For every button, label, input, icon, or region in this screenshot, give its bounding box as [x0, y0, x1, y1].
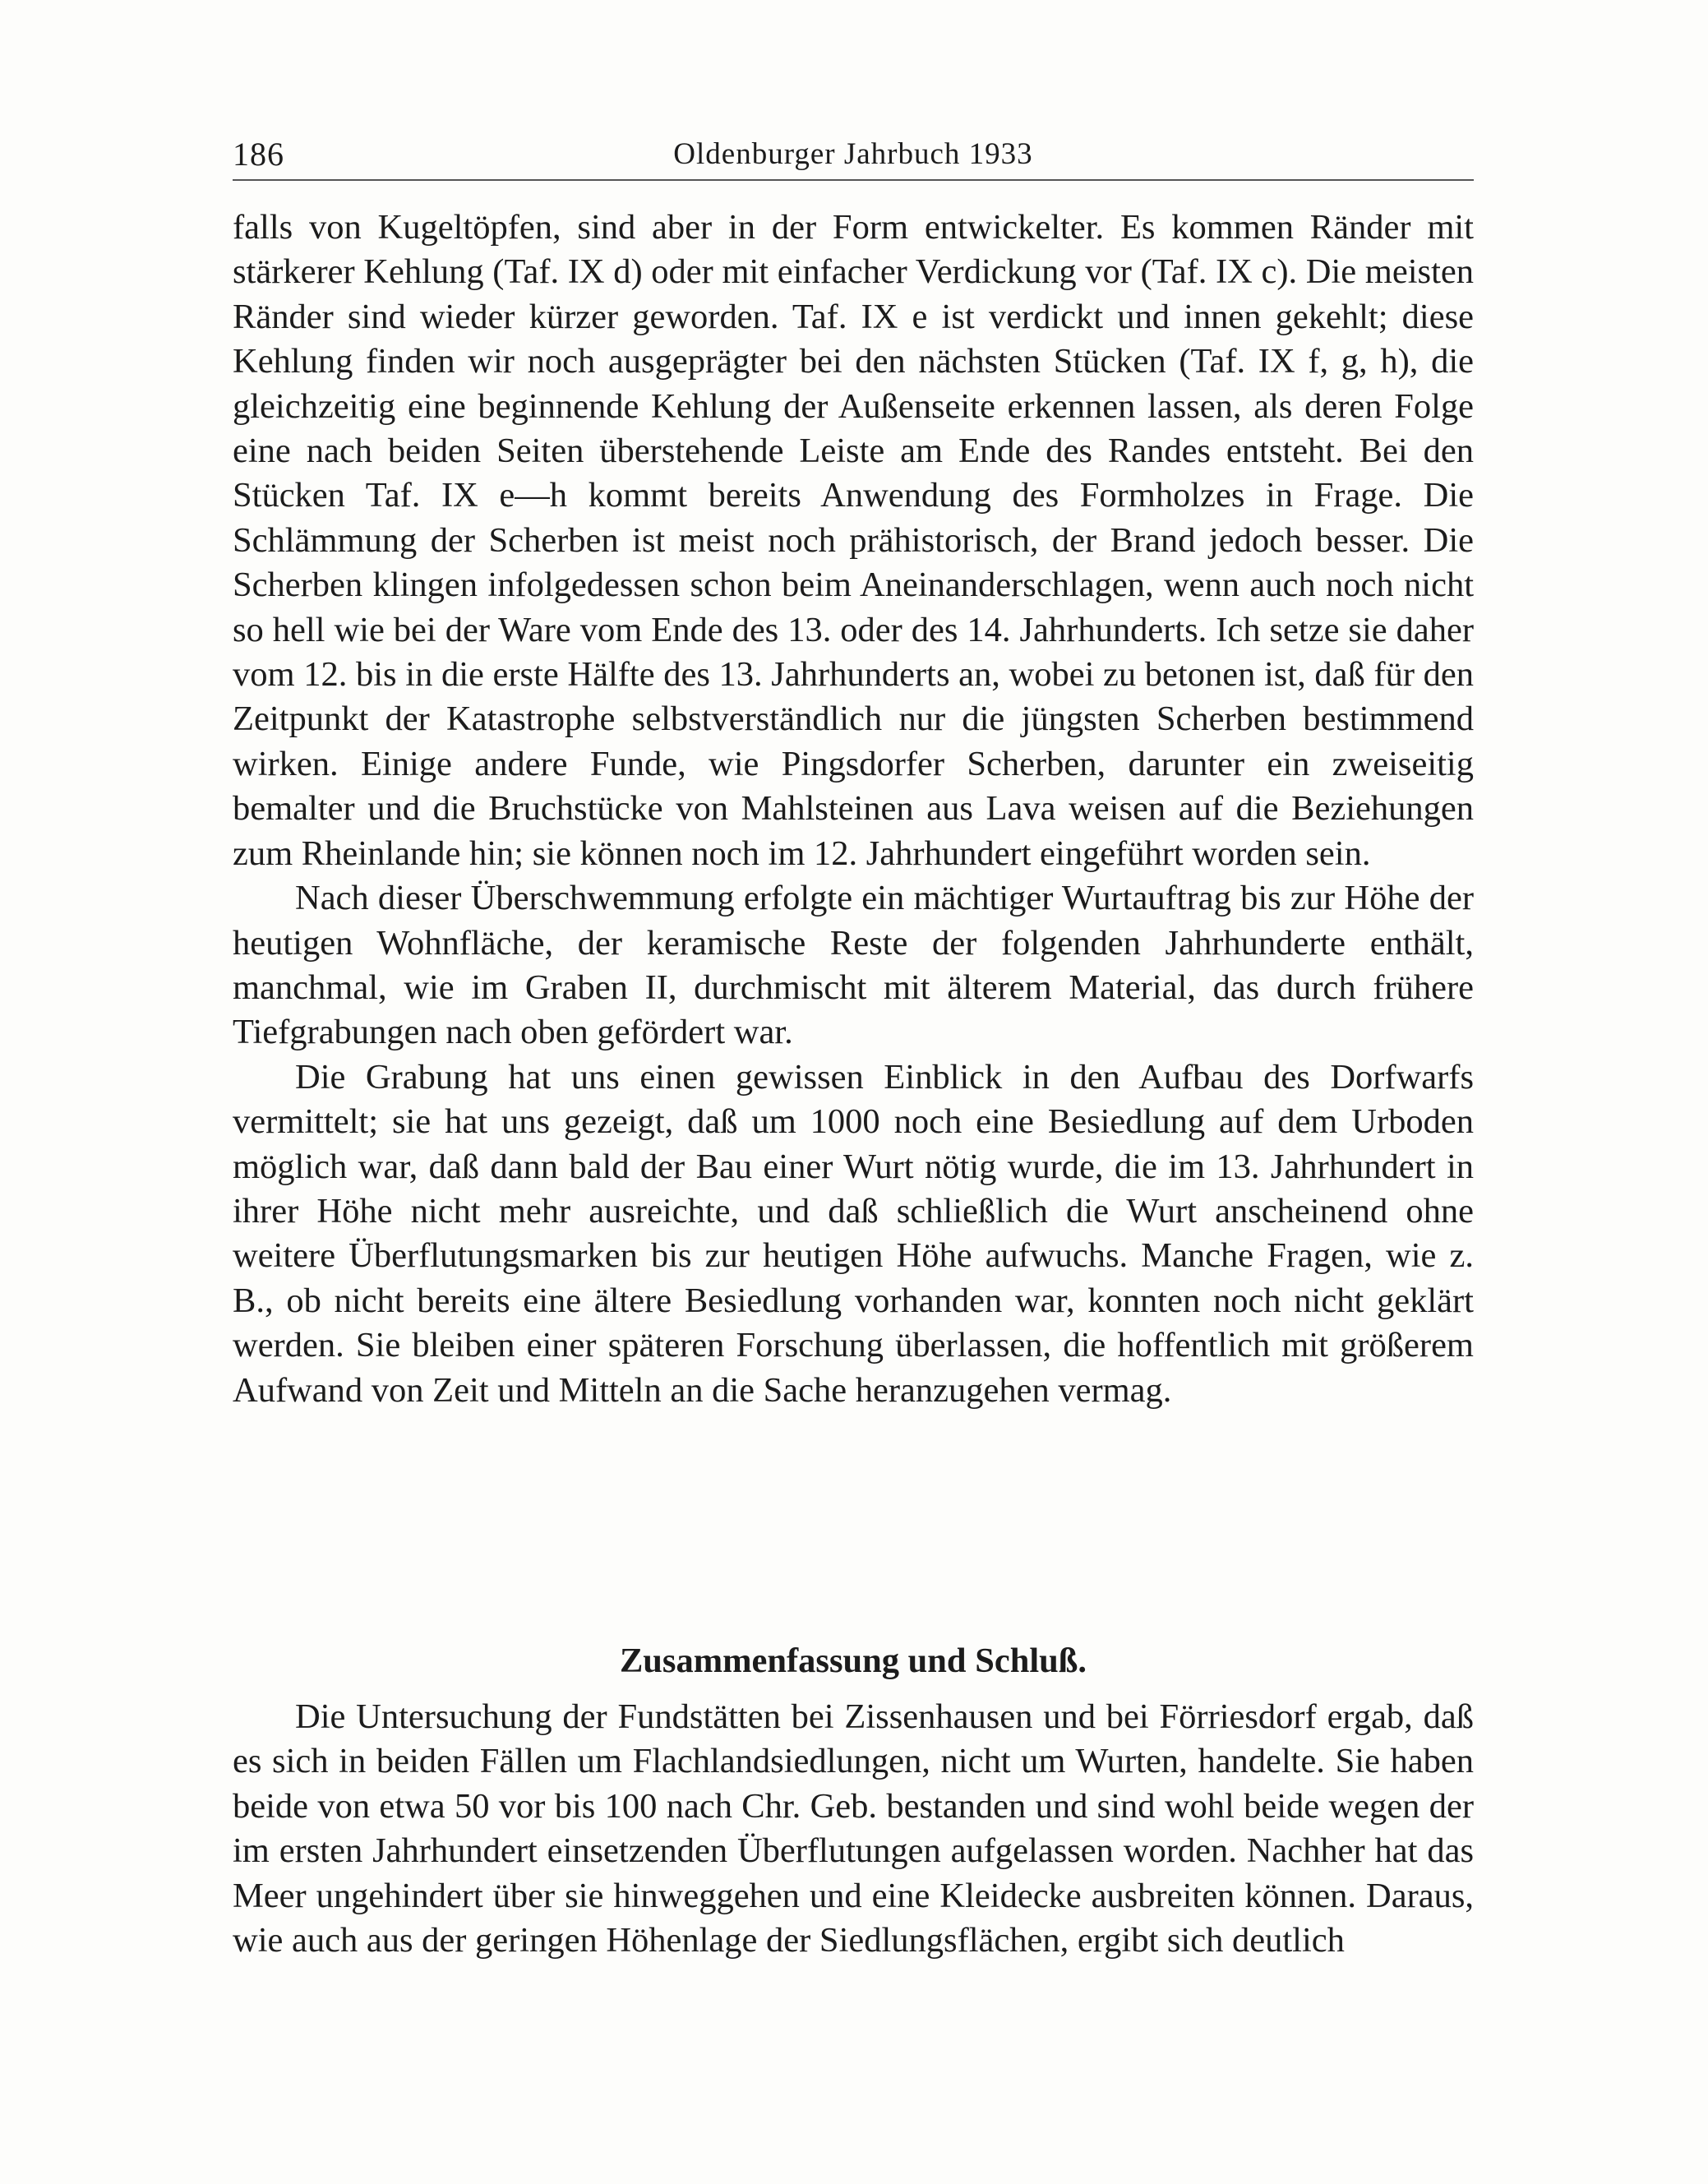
paragraph-continued: falls von Kugeltöpfen, sind aber in der Form entwickelter. Es kommen Ränder mit stärkerer Kehlung (Taf. IX d) oder mit einfacher Verdickung vor (Taf. IX c). Die meisten Ränder sind wieder kürzer geworden. Taf. IX e ist verdickt und innen gekehlt; diese Kehlung finden wir noch ausgeprägter bei den nächsten Stücken (Taf. IX f, g, h), die gleichzeitig eine beginnende Kehlung der Außenseite erkennen lassen, als deren Folge eine nach beiden Seiten überstehende Leiste am Ende des Randes entsteht. Bei den Stücken Taf. IX e—h kommt bereits Anwendung des Formholzes in Frage. Die Schlämmung der Scherben ist meist noch prähistorisch, der Brand jedoch besser. Die Scherben klingen infolgedessen schon beim Aneinanderschlagen, wenn auch noch nicht so hell wie bei der Ware vom Ende des 13. oder des 14. Jahrhunderts. Ich setze sie daher vom 12. bis in die erste Hälfte des 13. Jahrhunderts an, wobei zu betonen ist, daß für den Zeitpunkt der Katastrophe selbstverständlich nur die jüngsten Scherben bestimmend wirken. Einige andere Funde, wie Pingsdorfer Scherben, darunter ein zweiseitig bemalter und die Bruchstücke von Mahlsteinen aus Lava weisen auf die Beziehungen zum Rheinlande hin; sie können noch im 12. Jahrhundert eingeführt worden sein. — [233, 208, 1474, 873]
paragraph: Die Untersuchung der Fundstätten bei Zissenhausen und bei Förriesdorf ergab, daß es sich in beiden Fällen um Flachlandsiedlungen, nicht um Wurten, handelte. Sie haben beide von etwa 50 vor bis 100 nach Chr. Geb. bestanden und sind wohl beide wegen der im ersten Jahrhundert einsetzenden Überflutungen aufgelassen worden. Nachher hat das Meer ungehindert über sie hinweggehen und eine Kleidecke ausbreiten können. Daraus, wie auch aus der geringen Höhenlage der Siedlungsflächen, ergibt sich deutlich — [233, 1697, 1474, 1960]
paragraph: Die Grabung hat uns einen gewissen Einblick in den Aufbau des Dorfwarfs vermittelt; sie hat uns gezeigt, daß um 1000 noch eine Besiedlung auf dem Urboden möglich war, daß dann bald der Bau einer Wurt nötig wurde, die im 13. Jahrhundert in ihrer Höhe nicht mehr ausreichte, und daß schließlich die Wurt anscheinend ohne weitere Überflutungsmarken bis zur heutigen Höhe aufwuchs. Manche Fragen, wie z. B., ob nicht bereits eine ältere Besiedlung vorhanden war, konnten noch nicht geklärt werden. Sie bleiben einer späteren Forschung überlassen, die hoffentlich mit größerem Aufwand von Zeit und Mitteln an die Sache heranzugehen vermag. — [233, 1057, 1474, 1410]
paragraph: Nach dieser Überschwemmung erfolgte ein mächtiger Wurtauftrag bis zur Höhe der heutigen Wohnfläche, der keramische Reste der folgenden Jahrhunderte enthält, manchmal, wie im Graben II, durchmischt mit älterem Material, das durch frühere Tiefgrabungen nach oben gefördert war. — [233, 879, 1474, 1052]
page-number: 186 — [233, 136, 284, 173]
header-rule — [233, 179, 1474, 181]
section-text — [233, 1695, 1474, 1963]
body-text — [233, 205, 1474, 1413]
running-head — [233, 132, 1474, 178]
journal-title: Oldenburger Jahrbuch 1933 — [673, 137, 1033, 171]
section-heading: Zusammenfassung und Schluß. — [619, 1641, 1087, 1680]
